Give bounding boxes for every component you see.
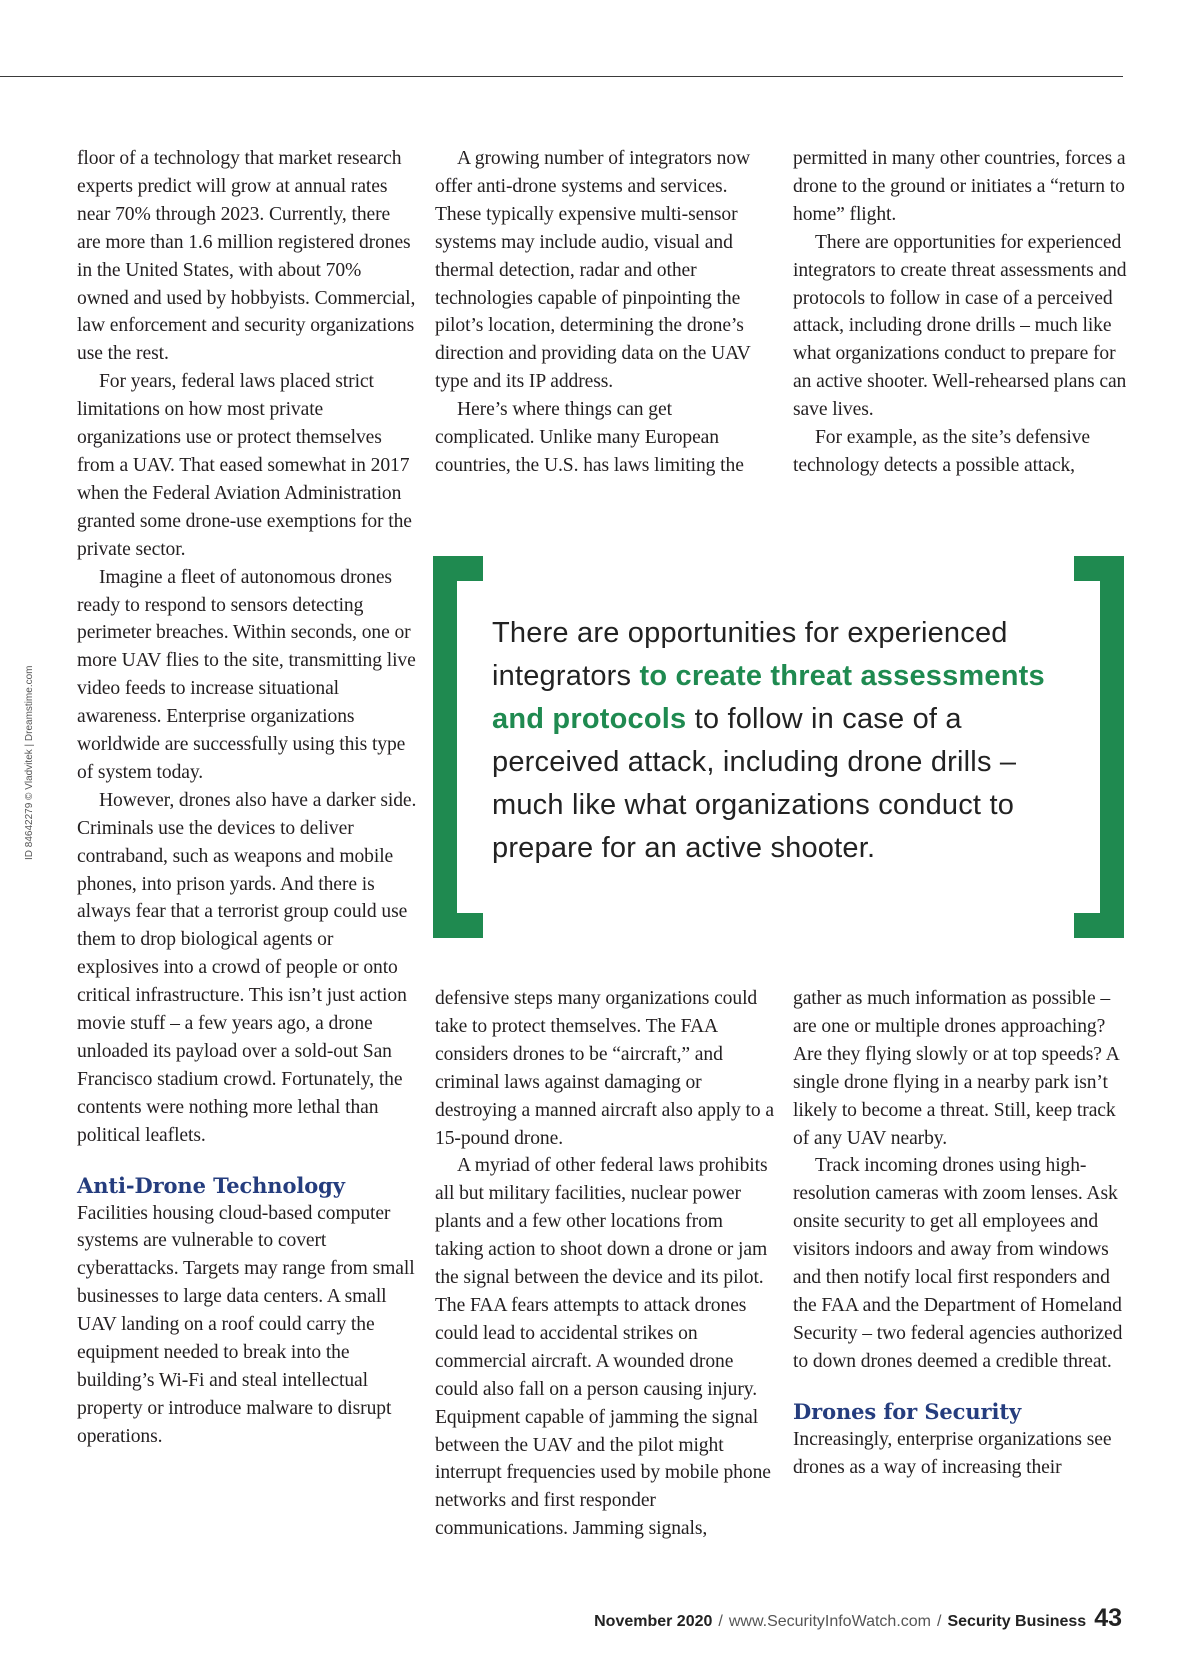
paragraph: floor of a technology that market research experts predict will grow at annual rates near 70% through 2023. Currently, there are more than 1.6 million registered drones in the United States, with about 70% owned and used by hobbyists. Commercial, law enforcement and security organizations use the rest. xyxy=(77,148,416,365)
column-3-top xyxy=(793,145,1133,480)
paragraph: Here’s where things can get complicated. Unlike many European countries, the U.S. has laws limiting the xyxy=(435,399,744,476)
paragraph: A growing number of integrators now offer anti-drone systems and services. These typically expensive multi-sensor systems may include audio, visual and thermal detection, radar and other technologies capable of pinpointing the pilot’s location, determining the drone’s direction and providing data on the UAV type and its IP address. xyxy=(435,148,751,393)
paragraph: For example, as the site’s defensive technology detects a possible attack, xyxy=(793,427,1090,476)
page-footer xyxy=(594,1604,1122,1633)
column-1 xyxy=(77,145,417,1451)
paragraph: permitted in many other countries, forces a drone to the ground or initiates a “return to home” flight. xyxy=(793,148,1126,225)
pullquote-highlight: to create threat assessments and protocols xyxy=(492,660,1045,735)
paragraph: However, drones also have a darker side. Criminals use the devices to deliver contraband, such as weapons and mobile phones, into prison yards. And there is always fear that a terrorist group could use them to drop biological agents or explosives into a crowd of people or onto critical infrastructure. This isn’t just action movie stuff – a few years ago, a drone unloaded its payload over a sold-out San Francisco stadium crowd. Fortunately, the contents were nothing more lethal than political leaflets. xyxy=(77,789,417,1146)
header-rule xyxy=(0,76,1123,77)
paragraph: Imagine a fleet of autonomous drones ready to respond to sensors detecting perimeter breaches. Within seconds, one or more UAV flies to the site, transmitting live video feeds to increase situational awareness. Enterprise organizations worldwide are successfully using this type of system today. xyxy=(77,566,416,783)
footer-separator: / xyxy=(937,1613,942,1630)
pullquote-right-bracket xyxy=(1074,556,1124,938)
footer-separator: / xyxy=(718,1613,723,1630)
paragraph: A myriad of other federal laws prohibits all but military facilities, nuclear power plants and a few other locations from taking action to shoot down a drone or jam the signal between the device and its pilot. The FAA fears attempts to attack drones could lead to accidental strikes on commercial aircraft. A wounded drone could also fall on a person causing injury. Equipment capable of jamming the signal between the UAV and the pilot might interrupt frequencies used by mobile phone networks and first responder communications. Jamming signals, xyxy=(435,1155,771,1540)
paragraph: There are opportunities for experienced integrators to create threat assessments and protocols to follow in case of a perceived attack, including drone drills – much like what organizations conduct to prepare for an active shooter. Well-rehearsed plans can save lives. xyxy=(793,231,1127,421)
paragraph: defensive steps many organizations could take to protect themselves. The FAA considers drones to be “aircraft,” and criminal laws against damaging or destroying a manned aircraft also apply to a 15-pound drone. xyxy=(435,988,774,1149)
section-heading-drones-for-security: Drones for Security xyxy=(793,1398,1022,1424)
page-number: 43 xyxy=(1094,1604,1122,1632)
paragraph: For years, federal laws placed strict limitations on how most private organizations use or protect themselves from a UAV. That eased somewhat in 2017 when the Federal Aviation Administration granted some drone-use exemptions for the private sector. xyxy=(77,371,412,560)
pullquote-text: to follow in case of a perceived attack, including drone drills – much like what organizations conduct to prepare for an active shooter. xyxy=(492,703,1017,864)
photo-credit: ID 84642279 © Vladvitek | Dreamstime.com xyxy=(24,665,35,860)
column-2-bottom xyxy=(435,985,775,1543)
paragraph: Track incoming drones using high-resolution cameras with zoom lenses. Ask onsite security to get all employees and visitors indoors and away from windows and then notify local first responders and the FAA and the Department of Homeland Security – two federal agencies authorized to down drones deemed a credible threat. xyxy=(793,1155,1123,1372)
paragraph: Facilities housing cloud-based computer systems are vulnerable to covert cyberattacks. Targets may range from small businesses to large data centers. A small UAV landing on a roof could carry the equipment needed to break into the building’s Wi-Fi and steal intellectual property or introduce malware to disrupt operations. xyxy=(77,1202,415,1447)
pullquote-text: There are opportunities for experienced integrators xyxy=(492,617,1008,692)
pullquote xyxy=(492,612,1072,870)
issue-date: November 2020 xyxy=(594,1613,713,1630)
pullquote-left-bracket xyxy=(433,556,483,938)
footer-url: www.SecurityInfoWatch.com xyxy=(728,1613,931,1630)
publication-name: Security Business xyxy=(947,1613,1087,1630)
column-3-bottom xyxy=(793,985,1133,1481)
paragraph: Increasingly, enterprise organizations see drones as a way of increasing their xyxy=(793,1428,1112,1478)
column-2-top xyxy=(435,145,775,480)
paragraph: gather as much information as possible – are one or multiple drones approaching? Are they flying slowly or at top speeds? A single drone flying in a nearby park isn’t likely to become a threat. Still, keep track of any UAV nearby. xyxy=(793,988,1119,1149)
section-heading-anti-drone: Anti-Drone Technology xyxy=(77,1172,345,1198)
